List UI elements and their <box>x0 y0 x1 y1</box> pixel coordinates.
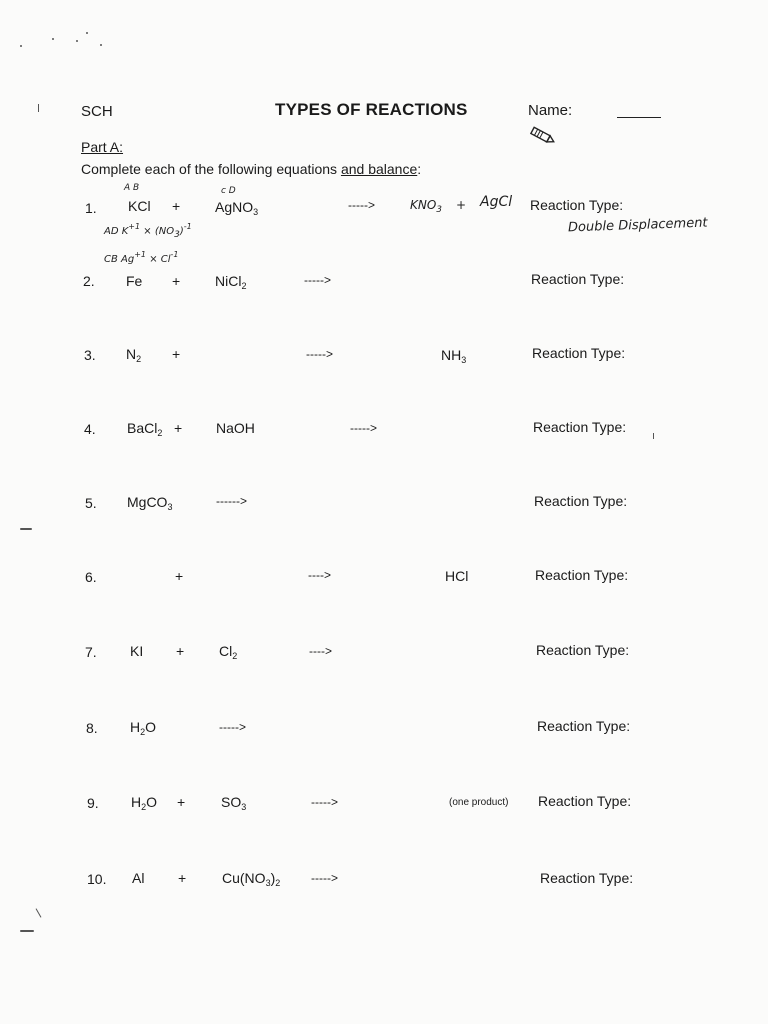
reaction-arrow: -----> <box>348 198 375 212</box>
plus-sign: + <box>172 198 181 214</box>
hw-labels-cd: c D <box>221 186 236 196</box>
reaction-arrow: -----> <box>219 720 246 734</box>
reaction-arrow: ----> <box>308 568 331 582</box>
part-label: Part A: <box>81 139 124 155</box>
reactant-1: $N_2$ <box>126 346 142 364</box>
eq-number: 3. <box>84 347 96 363</box>
reactant-2: $SO_3$ <box>221 794 247 812</box>
reaction-type-label: Reaction Type: <box>536 642 630 658</box>
eq-number: 5. <box>85 495 97 511</box>
plus-sign: + <box>175 568 184 584</box>
reactant-1: Al <box>132 870 145 886</box>
scan-speck <box>76 40 78 42</box>
scan-speck <box>20 930 34 932</box>
scan-speck <box>38 104 39 112</box>
eq-number: 4. <box>84 421 96 437</box>
pencil-icon <box>528 126 556 146</box>
reactant-2: AgNO$_3$ <box>215 199 259 217</box>
eq-number: 9. <box>87 795 99 811</box>
scan-speck <box>20 45 22 47</box>
reaction-arrow: -----> <box>306 347 333 361</box>
plus-sign: + <box>178 870 187 886</box>
page-title: TYPES OF REACTIONS <box>275 100 468 119</box>
eq-number: 10. <box>87 871 107 887</box>
reactant-2: NiCl$_2$ <box>215 273 247 291</box>
scan-speck <box>52 38 54 40</box>
reaction-type-label: Reaction Type: <box>534 493 628 509</box>
instructions-suffix: : <box>417 161 422 177</box>
hw-product-kno3: $KNO_3$ <box>410 198 443 215</box>
course-code: SCH <box>81 103 113 120</box>
plus-sign: + <box>172 273 181 289</box>
hw-labels-ab: A B <box>124 183 140 193</box>
scan-speck <box>36 908 42 917</box>
reactant-1: $H_2O$ <box>131 794 158 812</box>
reactant-1: BaCl$_2$ <box>127 420 163 438</box>
reaction-type-label: Reaction Type: <box>535 567 629 583</box>
reaction-type-label: Reaction Type: <box>532 345 626 361</box>
reactant-2: NaOH <box>216 420 255 436</box>
plus-sign: + <box>177 794 186 810</box>
instructions-underlined: and balance <box>340 161 418 177</box>
product: HCl <box>445 568 469 584</box>
plus-sign: + <box>172 346 181 362</box>
name-line[interactable] <box>617 117 661 118</box>
name-label: Name: <box>528 102 573 119</box>
reaction-type-label: Reaction Type: <box>540 870 634 886</box>
product-note: (one product) <box>449 797 509 808</box>
reaction-arrow: -----> <box>311 795 338 809</box>
reactant-1: Fe <box>126 273 143 289</box>
eq-number: 6. <box>85 569 97 585</box>
product: $NH_3$ <box>441 347 467 365</box>
reaction-arrow: ----> <box>309 644 332 658</box>
eq-number: 8. <box>86 720 98 736</box>
hw-note-ad: AD $K^{+1}$ ⨯ $(NO_3)^{-1}$ <box>104 222 192 240</box>
reaction-arrow: -----> <box>311 871 338 885</box>
eq-number: 7. <box>85 644 97 660</box>
eq-number: 2. <box>83 273 95 289</box>
reactant-1: $H_2O$ <box>130 719 157 737</box>
hw-note-cb: CB $Ag^{+1}$ ⨯ $Cl^{-1}$ <box>104 250 179 265</box>
scan-speck <box>100 44 102 46</box>
reaction-arrow: -----> <box>304 273 331 287</box>
hw-answer-1: Double Displacement <box>567 215 708 236</box>
reactant-1: MgCO$_3$ <box>127 494 173 512</box>
hw-plus: + <box>456 198 467 212</box>
reactant-2: $Cu(NO_3)_2$ <box>222 870 281 888</box>
plus-sign: + <box>174 420 183 436</box>
reactant-2: $Cl_2$ <box>219 643 238 661</box>
scan-speck <box>20 528 32 530</box>
reaction-type-label: Reaction Type: <box>533 419 627 435</box>
eq-number: 1. <box>85 200 97 216</box>
reaction-type-label: Reaction Type: <box>537 718 631 734</box>
hw-product-agcl: AgCl <box>480 194 513 210</box>
reactant-1: KCl <box>128 198 151 214</box>
instructions <box>81 161 421 177</box>
reaction-arrow: -----> <box>350 421 377 435</box>
reaction-type-label: Reaction Type: <box>530 197 624 213</box>
instructions-prefix: Complete each of the following equations <box>81 161 341 177</box>
scan-speck <box>653 433 654 439</box>
scan-speck <box>86 32 88 34</box>
reactant-1: KI <box>130 643 144 659</box>
reaction-arrow: ------> <box>216 494 247 508</box>
reaction-type-label: Reaction Type: <box>531 271 625 287</box>
plus-sign: + <box>176 643 185 659</box>
reaction-type-label: Reaction Type: <box>538 793 632 809</box>
